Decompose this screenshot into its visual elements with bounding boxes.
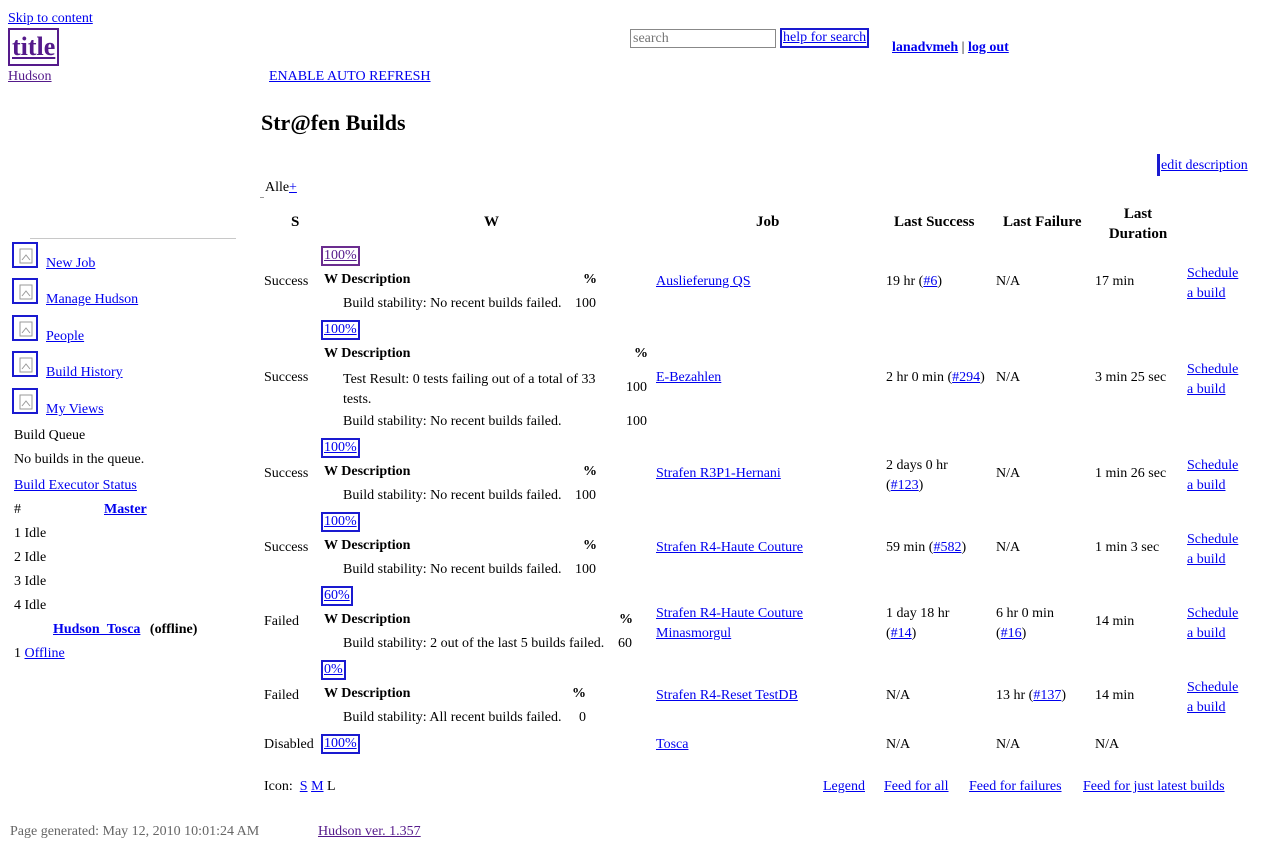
col-header-s[interactable]: S [291,214,300,230]
col-header-last-failure[interactable]: Last Failure [1003,214,1082,230]
build-link[interactable]: #6 [923,274,938,289]
health-report-pct: 100 [575,488,596,503]
last-failure-cell: 13 hr (#137) [996,688,1066,703]
icon-size-l: L [327,779,336,794]
health-link[interactable]: 100% [321,734,360,754]
edit-description-link[interactable]: edit description [1161,158,1248,173]
feed-failures-link[interactable]: Feed for failures [969,779,1062,794]
last-success-cell: 19 hr (#6) [886,274,942,289]
duration-cell: 14 min [1095,688,1135,703]
schedule-build-link[interactable]: Schedule a build [1187,362,1239,397]
health-table-header: W Description [324,686,411,701]
build-history-icon [12,351,38,377]
job-link[interactable]: Strafen R4-Haute Couture [656,540,803,555]
health-report-pct: 0 [579,710,586,725]
build-link[interactable]: #123 [890,478,919,493]
executor-row: 1 Offline [14,646,65,661]
health-pct-header: % [583,464,597,479]
build-link[interactable]: #16 [1000,626,1022,641]
feed-latest-link[interactable]: Feed for just latest builds [1083,779,1225,794]
separator: | [961,40,965,55]
build-link[interactable]: #137 [1033,688,1062,703]
executor-row: 3 Idle [14,574,47,589]
legend-link[interactable]: Legend [823,779,865,794]
duration-cell: 17 min [1095,274,1135,289]
search-help-link[interactable]: help for search [780,28,869,48]
status-cell: Success [264,274,309,289]
health-pct-header: % [583,272,597,287]
tab-underline [260,197,264,198]
job-link[interactable]: Auslieferung QS [656,274,751,289]
last-success-cell: N/A [886,737,911,752]
executor-row: 4 Idle [14,598,47,613]
duration-cell: 1 min 3 sec [1095,540,1160,555]
health-link[interactable]: 0% [321,660,346,680]
schedule-build-link[interactable]: Schedule a build [1187,266,1239,301]
duration-cell: 1 min 26 sec [1095,466,1167,481]
logo[interactable]: title [8,28,59,66]
last-success-cell: 2 hr 0 min (#294) [886,370,985,385]
people-icon [12,315,38,341]
logout-link[interactable]: log out [967,40,1009,55]
health-pct-header: % [583,538,597,553]
task-label[interactable]: My Views [46,402,104,417]
health-link[interactable]: 100% [321,512,360,532]
last-failure-cell: N/A [996,540,1021,555]
schedule-build-link[interactable]: Schedule a build [1187,532,1239,567]
health-link[interactable]: 100% [321,320,360,340]
page-title: Str@fen Builds [261,110,406,135]
slave-state: (offline) [149,622,198,637]
home-link[interactable]: Hudson [8,69,52,84]
last-failure-cell: 6 hr 0 min (#16) [996,606,1054,641]
last-success-cell: 59 min (#582) [886,540,967,555]
health-report-desc: Build stability: No recent builds failed. [343,488,562,503]
health-link[interactable]: 100% [321,438,360,458]
build-link[interactable]: #582 [933,540,962,555]
health-report-pct: 100 [575,296,596,311]
status-cell: Failed [264,688,299,703]
duration-cell: 14 min [1095,614,1135,629]
user-area [892,40,1009,56]
schedule-build-link[interactable]: Schedule a build [1187,458,1239,493]
health-pct-header: % [572,686,586,701]
last-success-cell: 2 days 0 hr (#123) [886,458,948,493]
health-pct-header: % [634,346,648,361]
health-table-header: W Description [324,612,411,627]
status-cell: Success [264,466,309,481]
slave-node [53,622,197,638]
master-link[interactable]: Master [104,502,147,517]
build-queue-empty: No builds in the queue. [14,452,145,467]
schedule-build-link[interactable]: Schedule a build [1187,680,1239,715]
offline-link[interactable]: Offline [24,646,65,661]
health-cell [321,660,346,680]
status-cell: Success [264,540,309,555]
col-header-job[interactable]: Job [756,214,780,230]
build-executor-link[interactable]: Build Executor Status [14,478,137,493]
health-cell [321,734,360,754]
job-link[interactable]: Strafen R3P1-Hernani [656,466,781,481]
feed-all-link[interactable]: Feed for all [884,779,949,794]
col-header-last-success[interactable]: Last Success [894,214,975,230]
task-label[interactable]: Build History [46,365,123,380]
edit-description-marker [1157,154,1160,176]
health-link[interactable]: 100% [321,246,360,266]
icon-size-s[interactable]: S [299,779,308,794]
task-label[interactable]: Manage Hudson [46,292,139,307]
col-header-w[interactable]: W [484,214,499,230]
build-queue-title: Build Queue [14,428,86,443]
job-link[interactable]: Strafen R4-Haute Couture Minasmorgul [656,606,803,641]
health-report-pct: 60 [618,636,632,651]
last-failure-cell: N/A [996,466,1021,481]
health-cell [321,246,360,266]
build-link[interactable]: #294 [952,370,981,385]
status-cell: Disabled [264,737,314,752]
status-cell: Success [264,370,309,385]
health-pct-header: % [619,612,633,627]
health-report-desc: Build stability: All recent builds failed. [343,710,562,725]
build-link[interactable]: #14 [890,626,912,641]
user-link[interactable]: lanadvmeh [892,40,959,55]
version-link[interactable]: Hudson ver. 1.357 [318,824,421,839]
health-report-desc: Build stability: No recent builds failed. [343,414,562,429]
last-success-cell: 1 day 18 hr (#14) [886,606,950,641]
executor-row: 2 Idle [14,550,47,565]
duration-cell: 3 min 25 sec [1095,370,1167,385]
job-link[interactable]: Tosca [656,737,689,752]
health-report-pct: 100 [626,414,647,429]
page-generated: Page generated: May 12, 2010 10:01:24 AM [10,824,260,839]
task-label[interactable]: New Job [46,256,96,271]
search-input[interactable] [630,29,776,48]
last-success-cell: N/A [886,688,911,703]
status-cell: Failed [264,614,299,629]
task-label[interactable]: People [46,329,85,344]
add-view-link[interactable]: + [289,180,297,195]
manage-icon [12,278,38,304]
health-cell [321,320,360,340]
job-link[interactable]: E-Bezahlen [656,370,722,385]
col-header-last-duration[interactable]: Last Duration [1108,206,1168,242]
health-report-desc: Build stability: No recent builds failed. [343,562,562,577]
job-link[interactable]: Strafen R4-Reset TestDB [656,688,798,703]
health-report-desc: Test Result: 0 tests failing out of a total of 33 tests. [343,372,596,407]
last-failure-cell: N/A [996,274,1021,289]
health-table-header: W Description [324,346,411,361]
icon-size-m[interactable]: M [311,779,324,794]
auto-refresh-link[interactable]: ENABLE AUTO REFRESH [269,69,431,84]
health-link[interactable]: 60% [321,586,353,606]
my-views-icon [12,388,38,414]
executor-row: 1 Idle [14,526,47,541]
health-report-desc: Build stability: 2 out of the last 5 builds failed. [343,636,605,651]
schedule-build-link[interactable]: Schedule a build [1187,606,1239,641]
health-table-header: W Description [324,272,411,287]
duration-cell: N/A [1095,737,1120,752]
health-table-header: W Description [324,464,411,479]
health-report-pct: 100 [626,380,647,395]
last-failure-cell: N/A [996,737,1021,752]
sidebar-divider [30,238,236,239]
health-report-desc: Build stability: No recent builds failed. [343,296,562,311]
health-cell [321,586,353,606]
health-report-pct: 100 [575,562,596,577]
skip-to-content-link[interactable]: Skip to content [8,11,93,26]
last-failure-cell: N/A [996,370,1021,385]
health-cell [321,438,360,458]
executor-hash: # [14,502,21,517]
slave-link[interactable]: Hudson_Tosca [53,622,141,637]
new-job-icon [12,242,38,268]
health-cell [321,512,360,532]
health-table-header: W Description [324,538,411,553]
tab-alle[interactable]: Alle [265,180,290,195]
icon-size-selector: Icon: S M L [264,779,336,794]
